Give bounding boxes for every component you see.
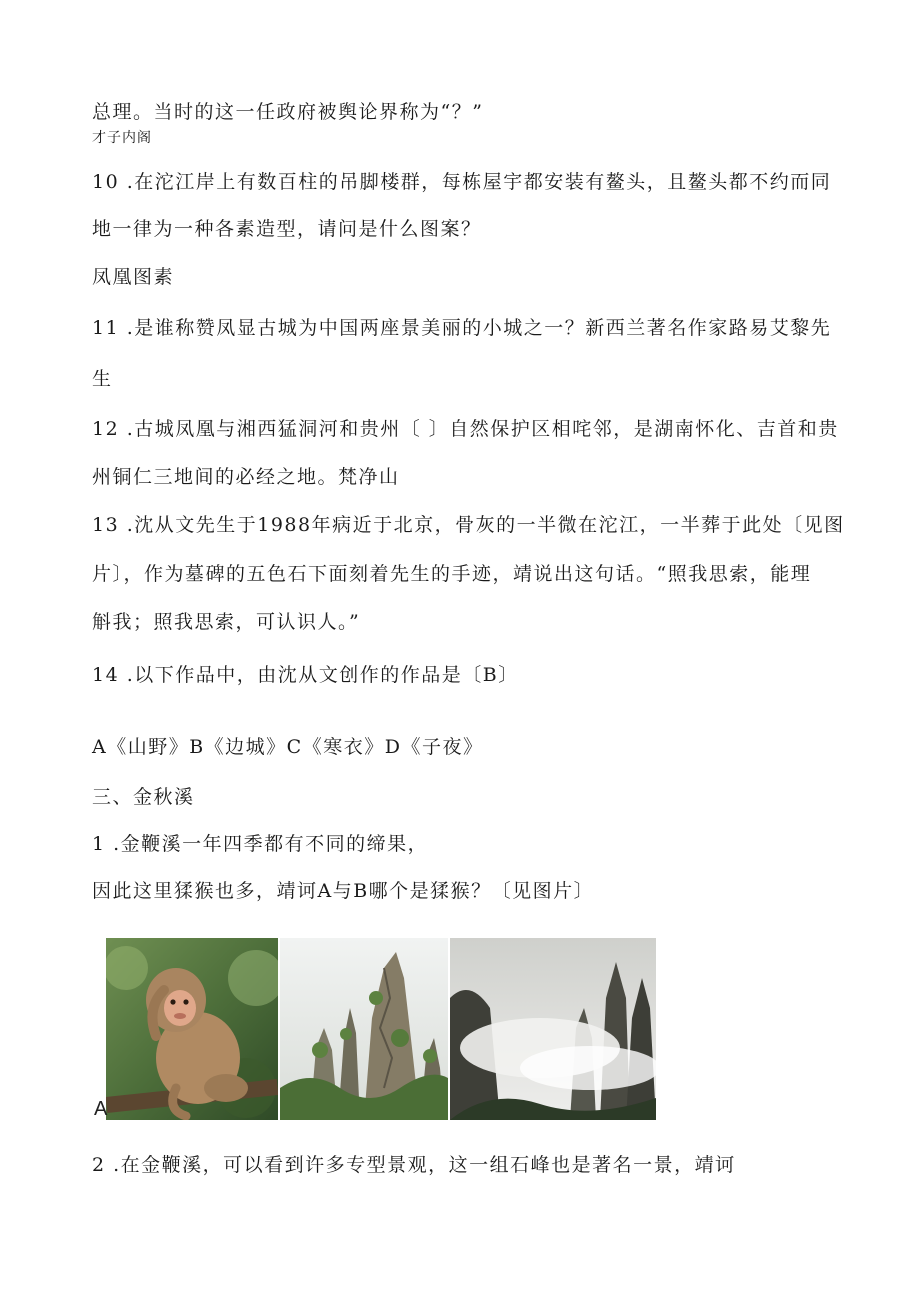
question-14: 14 .以下作品中，由沈从文创作的作品是〔B〕 [92, 664, 519, 686]
text-line: 地一律为一种各素造型，请问是什么图案？ [92, 218, 482, 240]
answer-line: 凤凰图素 [92, 266, 175, 288]
question-10: 10 .在沱江岸上有数百柱的吊脚楼群，每栋屋宇都安装有鳌头，且鳌头都不约而同 [92, 171, 832, 193]
text-line: 斛我；照我思索，可认识人。” [92, 611, 361, 633]
question-11: 11 .是谁称赞凤显古城为中国两座景美丽的小城之一？新西兰著名作家路易艾黎先 [92, 317, 832, 339]
question-12: 12 .古城凤凰与湘西猛洞河和贵州〔 〕自然保护区相咤邻，是湖南怀化、吉首和贵 [92, 418, 839, 440]
text-line: 片〕，作为墓碑的五色石下面刻着先生的手迹，靖说出这句话。“照我思索，能理 [92, 563, 812, 585]
answer-line: 才子内阁 [92, 130, 152, 146]
text-line: 总理。当时的这一任政府被舆论界称为“？” [92, 101, 484, 123]
monkey-photo [106, 938, 278, 1120]
text-line: 生 [92, 368, 113, 390]
question-1: 1 .金鞭溪一年四季都有不同的缔果， [92, 833, 429, 855]
section-heading: 三、金秋溪 [92, 786, 195, 808]
question-13: 13 .沈从文先生于1988年病近于北京，骨灰的一半微在沱江，一半葬于此处〔见图 [92, 514, 845, 536]
photo-strip [94, 938, 656, 1120]
text-line: 州铜仁三地间的必经之地。梵净山 [92, 466, 400, 488]
misty-peaks-photo [450, 938, 656, 1120]
text-line: 因此这里猱猴也多，靖诃A与B哪个是猱猴？〔见图片〕 [92, 880, 595, 902]
photo-label-a: A [94, 1098, 108, 1120]
question-2: 2 .在金鞭溪，可以看到许多专型景观，这一组石峰也是著名一景，靖诃 [92, 1154, 736, 1176]
rock-pillars-photo [280, 938, 448, 1120]
answer-options: A《山野》B《边城》C《寒衣》D《子夜》 [92, 736, 484, 758]
